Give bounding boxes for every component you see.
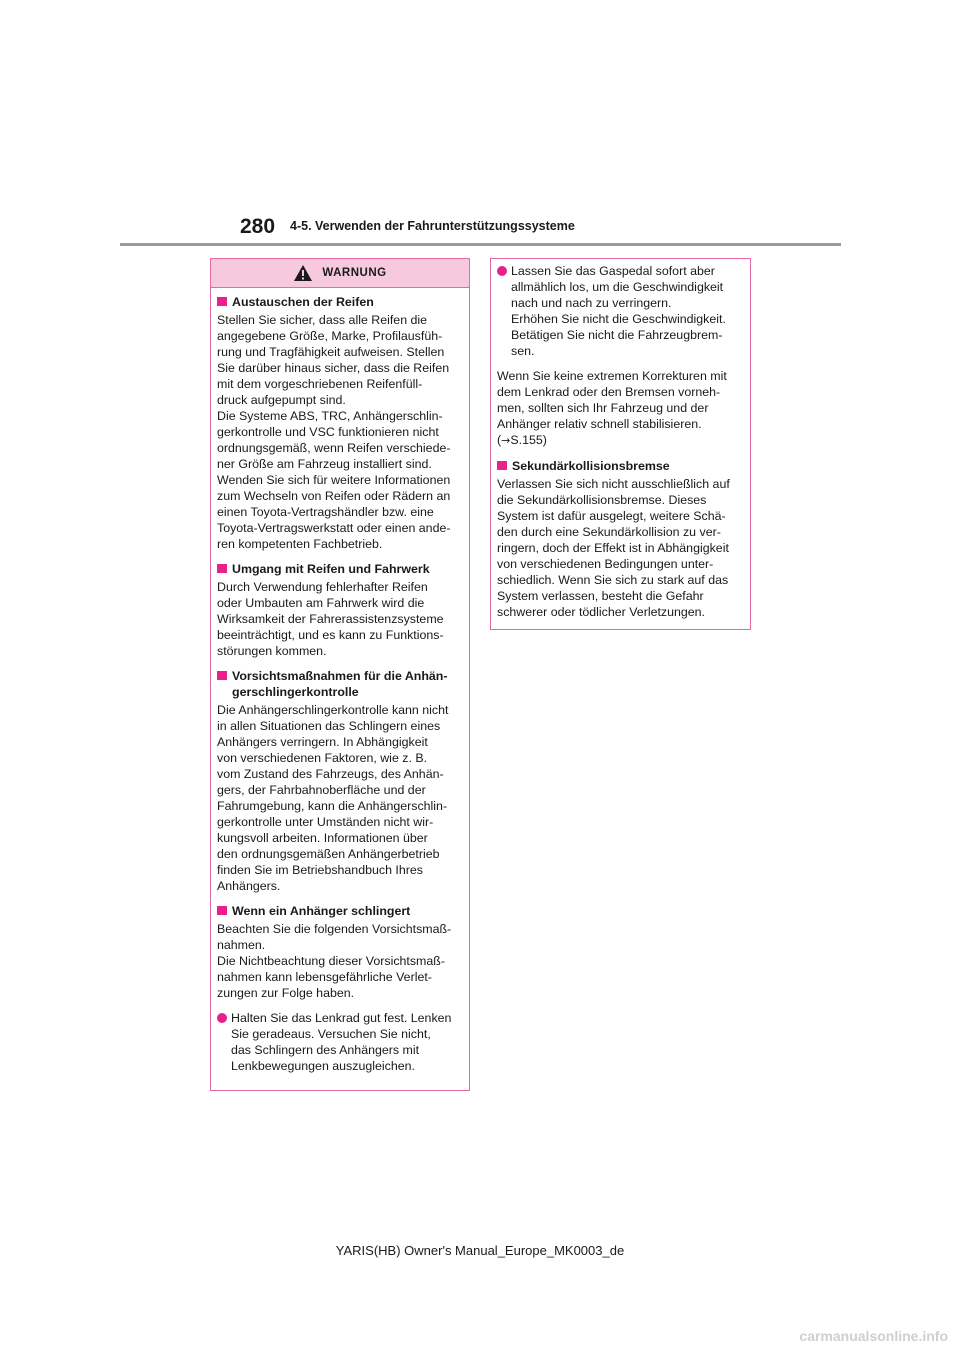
heading-anhaengerschlingerkontrolle <box>217 668 461 700</box>
circle-bullet-icon <box>497 266 507 276</box>
square-bullet-icon <box>217 564 227 573</box>
paragraph-with-reference: Wenn Sie keine extremen Korrekturen mit dem Lenkrad oder den Bremsen vorneh- men, sollten sich Ihr Fahrzeug und der Anhänger relativ schnell stabilisieren. (→S.155) <box>497 369 727 447</box>
list-item-text: Halten Sie das Lenkrad gut fest. Lenken Sie geradeaus. Versuchen Sie nicht, das Schlingern des Anhängers mit Lenkbewegungen auszugleichen. <box>231 1011 452 1073</box>
warning-content-left <box>211 288 469 1074</box>
warning-box-left <box>210 258 470 1091</box>
heading-reifen-austauschen <box>217 294 461 310</box>
paragraph: Durch Verwendung fehlerhafter Reifen oder Umbauten am Fahrwerk wird die Wirksamkeit der Fahrerassistenzsysteme beeinträchtigt, und es kann zu Funktions- störungen kommen. <box>217 580 444 658</box>
paragraph: Stellen Sie sicher, dass alle Reifen die angegebene Größe, Marke, Profilausfüh- rung und Tragfähigkeit aufweisen. Stellen Sie darüber hinaus sicher, dass die Reifen mit dem vorgeschriebenen Reifenfüll- druck aufgepumpt sind. Die Systeme ABS, TRC, Anhängerschlin- gerkontrolle und VSC funktionieren nicht ordnungsgemäß, wenn Reifen verschiede- ner Größe am Fahrzeug installiert sind. Wenden Sie sich für weitere Informationen zum Wechseln von Reifen oder Rädern an einen Toyota-Vertragshändler bzw. eine Toyota-Vertragswerkstatt oder einen ande- ren kompetenten Fachbetrieb. <box>217 313 451 551</box>
square-bullet-icon <box>217 671 227 680</box>
warning-triangle-icon <box>293 264 313 282</box>
square-bullet-icon <box>497 461 507 470</box>
list-item <box>497 263 742 359</box>
heading-text: Vorsichtsmaßnahmen für die Anhän- gerschlingerkontrolle <box>232 669 448 699</box>
warning-content-right <box>491 259 750 620</box>
list-item-text: Lassen Sie das Gaspedal sofort aber allmählich los, um die Geschwindigkeit nach und nach zu verringern. Erhöhen Sie nicht die Geschwindigkeit. Betätigen Sie nicht die Fahrzeugbrem- sen. <box>511 264 726 358</box>
heading-anhaenger-schlingert <box>217 903 461 919</box>
paragraph: Beachten Sie die folgenden Vorsichtsmaß- nahmen. Die Nichtbeachtung dieser Vorsichtsmaß- nahmen kann lebensgefährliche Verlet- zungen zur Folge haben. <box>217 922 452 1000</box>
warning-title: WARNUNG <box>322 267 387 279</box>
warning-box-right <box>490 258 751 630</box>
watermark: carmanualsonline.info <box>799 1328 948 1344</box>
heading-text: Austauschen der Reifen <box>232 295 374 309</box>
heading-reifen-fahrwerk <box>217 561 461 577</box>
page-number: 280 <box>240 215 276 238</box>
square-bullet-icon <box>217 297 227 306</box>
heading-text: Wenn ein Anhänger schlingert <box>232 904 411 918</box>
header-divider <box>120 243 841 246</box>
list-item <box>217 1010 461 1074</box>
heading-text: Umgang mit Reifen und Fahrwerk <box>232 562 430 576</box>
page-reference-link[interactable]: S.155 <box>510 433 543 447</box>
footer-manual-id: YARIS(HB) Owner's Manual_Europe_MK0003_de <box>335 1243 625 1258</box>
square-bullet-icon <box>217 906 227 915</box>
circle-bullet-icon <box>217 1013 227 1023</box>
heading-sekundaerkollisionsbremse <box>497 458 742 474</box>
paragraph-text: Wenn Sie keine extremen Korrekturen mit dem Lenkrad oder den Bremsen vorneh- men, sollten sich Ihr Fahrzeug und der Anhänger relativ schnell stabilisieren. <box>497 369 727 431</box>
reference-arrow-icon: → <box>501 434 511 447</box>
warning-header <box>211 259 469 288</box>
heading-text: Sekundärkollisionsbremse <box>512 459 670 473</box>
paragraph: Die Anhängerschlingerkontrolle kann nicht in allen Situationen das Schlingern eines Anhängers verringern. In Abhängigkeit von verschiedenen Faktoren, wie z. B. vom Zustand des Fahrzeugs, des Anhän- gers, der Fahrbahnoberfläche und der Fahrumgebung, kann die Anhängerschlin- gerkontrolle unter Umständen nicht wir- kungsvoll arbeiten. Informationen über den ordnungsgemäßen Anhängerbetrieb finden Sie im Betriebshandbuch Ihres Anhängers. <box>217 703 449 893</box>
paragraph: Verlassen Sie sich nicht ausschließlich auf die Sekundärkollisionsbremse. Dieses System ist dafür ausgelegt, weitere Schä- den durch eine Sekundärkollision zu ver- ringern, doch der Effekt ist in Abhängigkeit von verschiedenen Bedingungen unter- schiedlich. Wenn Sie sich zu stark auf das System verlassen, besteht die Gefahr schwerer oder tödlicher Verletzungen. <box>497 477 730 619</box>
section-title: 4-5. Verwenden der Fahrunterstützungssysteme <box>290 219 575 233</box>
